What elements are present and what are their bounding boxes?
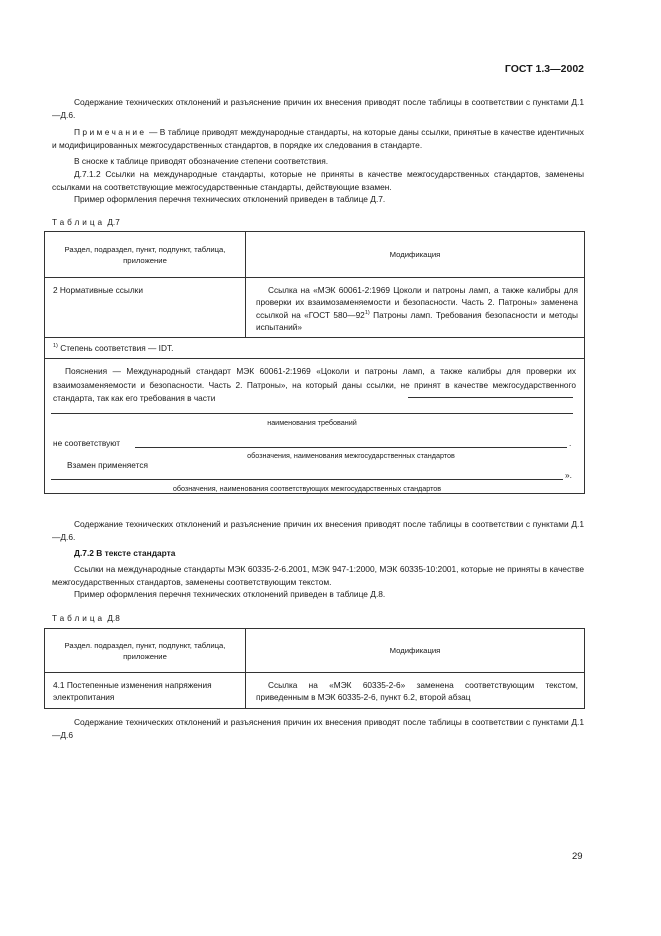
blank-line-2 — [51, 413, 573, 414]
table-d7 — [44, 231, 585, 494]
closing-paragraph: Содержание технических отклонений и разъяснения причин их внесения приводят после таблицы в соответствии с пунктами Д.1—Д.6 — [52, 717, 584, 740]
table-d8-intro: Пример оформления перечня технических отклонений приведен в таблице Д.8. — [74, 589, 386, 599]
instead-label: Взамен применяется — [67, 460, 148, 471]
blank-line-1 — [408, 397, 573, 398]
table-d7-explanation — [45, 359, 585, 494]
table-d8-modification-cell: Ссылка на «МЭК 60335-2-6» заменена соответствующим текстом, приведенным в МЭК 60335-2-6, пункт 6.2, второй абзац — [246, 673, 585, 709]
clause-d72-text: Ссылки на международные стандарты МЭК 60335-2-6.2001, МЭК 947-1:2000, МЭК 60335-10:2001, которые не приняты в качестве межгосударственных стандартов, заменены соответствующим текстом. — [52, 564, 584, 587]
table-d8-caption: Таблица Д.8 — [52, 614, 120, 623]
table-d7-modification-cell: Ссылка на «МЭК 60061-2:1969 Цоколи и патроны ламп, а также калибры для проверки их взаимозаменяемости и безопасности. Часть 2. Патроны» заменена ссылкой на «ГОСТ 580—92$^{1)}$ Патроны ламп. Требования безопасности и методы испытаний» — [246, 278, 585, 338]
blank-line-4 — [51, 479, 563, 480]
note-label: Примечание — [74, 127, 147, 137]
blank-line-3 — [135, 447, 567, 448]
clause-d72-heading: Д.7.2 В тексте стандарта — [74, 548, 176, 558]
document-code: ГОСТ 1.3—2002 — [504, 63, 584, 75]
intro-paragraph-2: В сноске к таблице приводят обозначение степени соответствия. — [74, 156, 329, 166]
table-d7-section-cell: 2 Нормативные ссылки — [45, 278, 246, 338]
table-d8-col2-header: Модификация — [246, 629, 585, 673]
table-d8-col1-header: Раздел. подраздел, пункт, подпункт, таблица, приложение — [45, 629, 246, 673]
sub-label-requirements: наименования требований — [267, 418, 357, 428]
explanation-text: Пояснения — Международный стандарт МЭК 60061-2:1969 «Цоколи и патроны ламп, а также калибры для проверки их взаимозаменяемости и безопасности. Часть 2. Патроны», на который даны ссылки, не принят в качестве межгосударственного стандарта, так как его требования в части — [53, 366, 576, 404]
sub-label-corresponding: обозначения, наименования соответствующих межгосударственных стандартов — [172, 484, 442, 494]
clause-d712: Д.7.1.2 Ссылки на международные стандарты, которые не приняты в качестве межгосударственных стандартов, заменены ссылками на соответствующие межгосударственные стандарты, действующие взамен. — [52, 169, 584, 192]
table-d7-caption: Таблица Д.7 — [52, 218, 120, 227]
note-paragraph: Примечание — В таблице приводят международные стандарты, на которые даны ссылки, принятые в качестве идентичных и модифицированных межгосударственных стандартов, в порядке их следования в стандарте. — [52, 127, 584, 150]
table-d7-col1-header: Раздел, подраздел, пункт, подпункт, таблица, приложение — [45, 232, 246, 278]
sub-label-interstate: обозначения, наименования межгосударственных стандартов — [247, 451, 455, 461]
table-d7-col2-header: Модификация — [246, 232, 585, 278]
after-table7-paragraph: Содержание технических отклонений и разъяснение причин их внесения приводят после таблицы в соответствии с пунктами Д.1—Д.6. — [52, 519, 584, 542]
intro-paragraph-4: Пример оформления перечня технических отклонений приведен в таблице Д.7. — [74, 194, 386, 204]
page-number: 29 — [572, 851, 583, 862]
table-d8 — [44, 628, 585, 709]
intro-paragraph-1: Содержание технических отклонений и разъяснение причин их внесения приводят после таблицы в соответствии с пунктами Д.1—Д.6. — [52, 97, 584, 120]
not-conform-label: не соответствуют — [53, 438, 121, 449]
quote-end-mark: ». — [565, 470, 572, 481]
dot-mark: . — [569, 438, 572, 449]
table-d7-footnote: $^{1)}$ Степень соответствия — IDT. — [45, 338, 585, 359]
table-d8-section-cell: 4.1 Постепенные изменения напряжения электропитания — [45, 673, 246, 709]
